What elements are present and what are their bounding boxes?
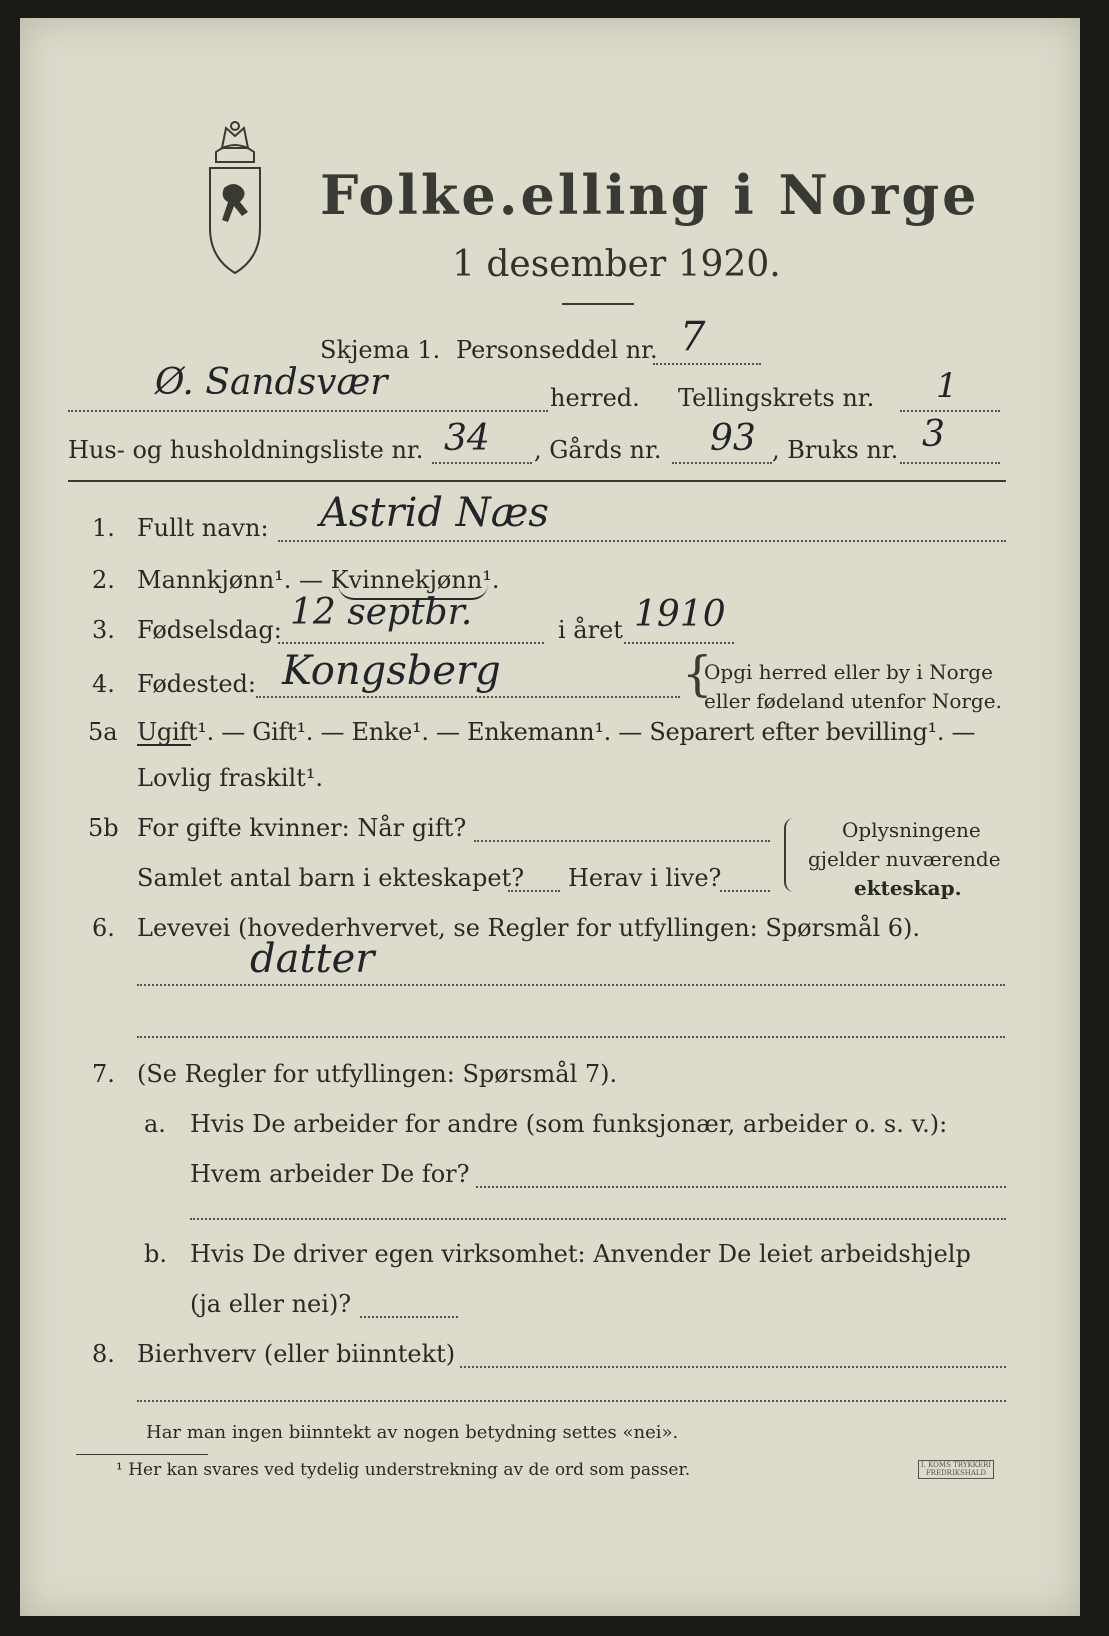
q4-field-line	[256, 696, 680, 698]
tellingskrets-label: Tellingskrets nr.	[678, 384, 875, 412]
hus-label: Hus- og husholdningsliste nr.	[68, 436, 424, 464]
q5a-line1: Ugift¹. — Gift¹. — Enke¹. — Enkemann¹. — Separert efter bevilling¹. —	[137, 718, 976, 746]
personseddel-label: Personseddel nr.	[456, 336, 658, 364]
q8-label: Bierhverv (eller biinntekt)	[137, 1340, 456, 1368]
q4-note-line2: eller fødeland utenfor Norge.	[704, 689, 1002, 713]
q5b-note3: ekteskap.	[854, 876, 962, 900]
q3-number: 3.	[92, 616, 115, 644]
footnote-rule	[76, 1454, 208, 1455]
personseddel-field-line	[653, 363, 761, 365]
q7b-field-line	[360, 1316, 458, 1318]
herred-label: herred.	[550, 384, 640, 412]
q7-label: (Se Regler for utfyllingen: Spørsmål 7).	[137, 1060, 618, 1088]
q5b-children-field-line	[508, 890, 560, 892]
q5a-ugift-underline	[137, 744, 191, 746]
q5b-note-brace	[784, 818, 796, 892]
footnote: ¹ Her kan svares ved tydelig understrekning av de ord som passer.	[116, 1460, 691, 1480]
form-title: Folke.elling i Norge	[320, 163, 980, 227]
q5b-children-label: Samlet antal barn i ekteskapet?	[137, 864, 525, 892]
q3-year-field-line	[624, 642, 734, 644]
q5b-alive-label: Herav i live?	[568, 864, 722, 892]
q3-year-value: 1910	[634, 594, 726, 635]
herred-field-line	[68, 410, 548, 412]
personseddel-value: 7	[680, 314, 706, 360]
q5a-line2: Lovlig fraskilt¹.	[137, 764, 324, 792]
q1-full-name-value: Astrid Næs	[320, 490, 549, 536]
printer-stamp: I. KOMS TRYKKERI FREDRIKSHALD	[918, 1460, 994, 1479]
q3-year-label: i året	[558, 616, 623, 644]
q6-field-line-2	[137, 1036, 1005, 1038]
q5b-alive-field-line	[720, 890, 770, 892]
q6-label: Levevei (hovederhvervet, se Regler for utfyllingen: Spørsmål 6).	[137, 914, 921, 942]
q5b-note2: gjelder nuværende	[808, 847, 1001, 871]
q3-field-line	[278, 642, 544, 644]
census-form-page	[20, 18, 1080, 1616]
q6-field-line	[137, 984, 1005, 986]
bruks-field-line	[900, 462, 1000, 464]
q7-number: 7.	[92, 1060, 115, 1088]
hus-value: 34	[444, 418, 490, 459]
q7b-line2: (ja eller nei)?	[190, 1290, 352, 1318]
census-date: 1 desember 1920.	[452, 244, 781, 285]
hus-field-line	[432, 462, 532, 464]
q1-field-line	[278, 540, 1006, 542]
q5a-number: 5a	[88, 718, 118, 746]
q7a-line2: Hvem arbeider De for?	[190, 1160, 470, 1188]
title-divider	[562, 303, 634, 305]
q6-number: 6.	[92, 914, 115, 942]
q4-label: Fødested:	[137, 670, 256, 698]
q3-label: Fødselsdag:	[137, 616, 282, 644]
q3-birthday-value: 12 septbr.	[290, 592, 473, 633]
q2-number: 2.	[92, 566, 115, 594]
header-separator	[68, 480, 1006, 482]
gards-field-line	[672, 462, 772, 464]
tellingskrets-value: 1	[936, 366, 958, 406]
q7a-field-line	[476, 1186, 1006, 1188]
norwegian-coat-of-arms-icon	[192, 118, 278, 278]
gards-label: , Gårds nr.	[534, 436, 662, 464]
herred-value: Ø. Sandsvær	[155, 362, 388, 403]
q1-number: 1.	[92, 514, 115, 542]
q7a-letter: a.	[144, 1110, 166, 1138]
tellingskrets-field-line	[900, 410, 1000, 412]
q2-label: Mannkjønn¹. — Kvinnekjønn¹.	[137, 566, 500, 594]
gards-value: 93	[710, 418, 756, 459]
q4-birthplace-value: Kongsberg	[282, 648, 501, 694]
q4-note-brace: {	[682, 646, 713, 702]
q4-number: 4.	[92, 670, 115, 698]
q5b-note1: Oplysningene	[842, 818, 981, 842]
q5b-married-field-line	[474, 840, 770, 842]
q5b-number: 5b	[88, 814, 119, 842]
q8-field-line	[460, 1366, 1006, 1368]
q7b-line1: Hvis De driver egen virksomhet: Anvender De leiet arbeidshjelp	[190, 1240, 971, 1268]
schema-label: Skjema 1.	[320, 336, 441, 364]
q6-occupation-value: datter	[250, 936, 375, 982]
q8-field-line-2	[137, 1400, 1006, 1402]
bruks-value: 3	[922, 414, 945, 455]
q7b-letter: b.	[144, 1240, 167, 1268]
q8-number: 8.	[92, 1340, 115, 1368]
q7a-field-line-2	[190, 1218, 1006, 1220]
q7a-line1: Hvis De arbeider for andre (som funksjonær, arbeider o. s. v.):	[190, 1110, 948, 1138]
q1-label: Fullt navn:	[137, 514, 269, 542]
bruks-label: , Bruks nr.	[772, 436, 899, 464]
q5b-line1: For gifte kvinner: Når gift?	[137, 814, 467, 842]
q4-note-line1: Opgi herred eller by i Norge	[704, 660, 993, 684]
note-nei: Har man ingen biinntekt av nogen betydning settes «nei».	[146, 1422, 679, 1443]
